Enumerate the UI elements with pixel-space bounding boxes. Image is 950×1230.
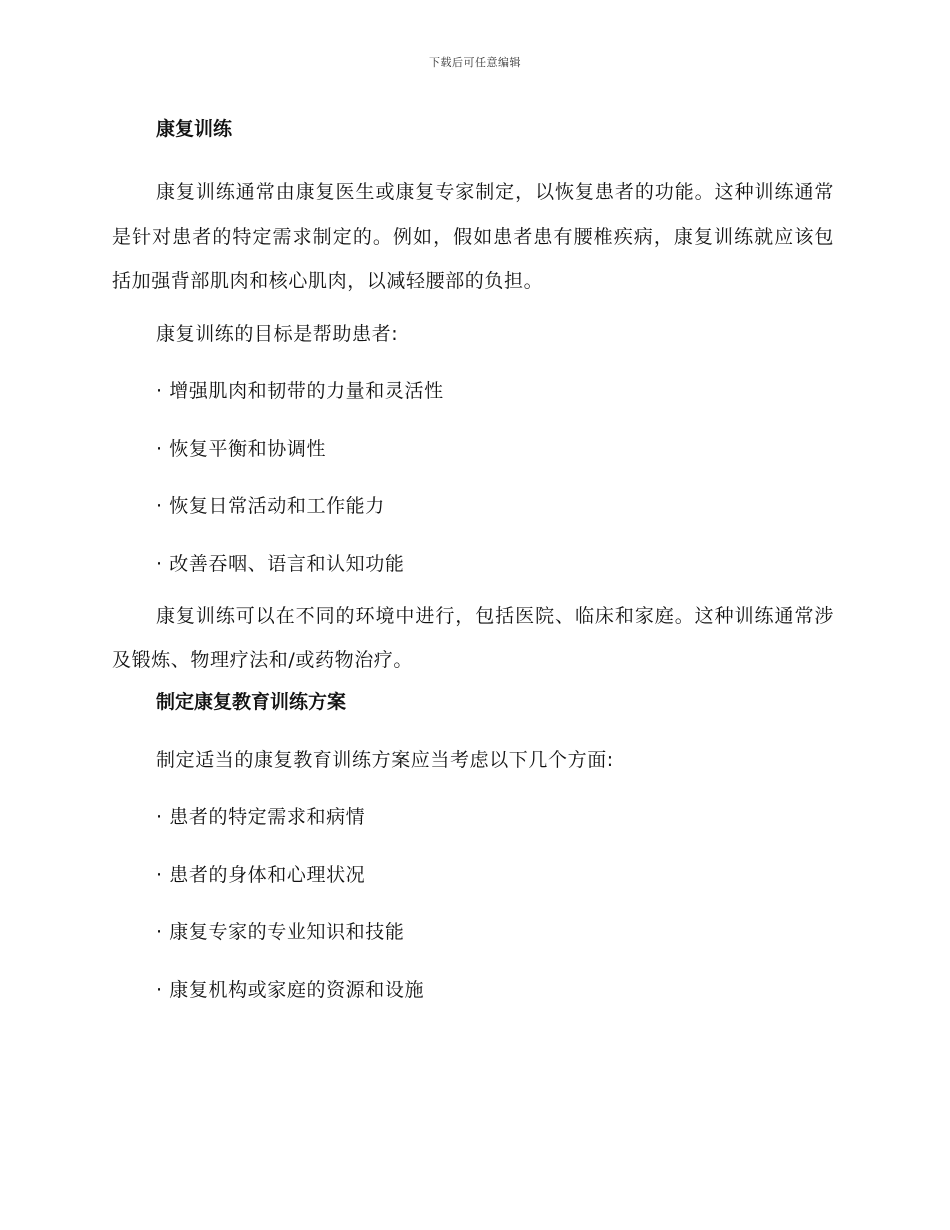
goal-item: · 改善吞咽、语言和认知功能 <box>156 552 405 575</box>
section-heading-plan: 制定康复教育训练方案 <box>156 690 347 713</box>
plan-item: · 康复机构或家庭的资源和设施 <box>156 978 425 1001</box>
paragraph-rehab-intro: 康复训练通常由康复医生或康复专家制定，以恢复患者的功能。这种训练通常是针对患者的特定需求制定的。例如，假如患者患有腰椎疾病，康复训练就应该包括加强背部肌肉和核心肌肉，以减轻腰部的负担。 <box>112 181 834 292</box>
goal-item: · 恢复日常活动和工作能力 <box>156 495 385 517</box>
plan-item: · 患者的特定需求和病情 <box>156 806 366 828</box>
goal-item: · 恢复平衡和协调性 <box>156 437 327 460</box>
paragraph-rehab-environment: 康复训练可以在不同的环境中进行，包括医院、临床和家庭。这种训练通常涉及锻炼、物理疗法和/或药物治疗。 <box>112 604 834 671</box>
goal-item: · 增强肌肉和韧带的力量和灵活性 <box>156 380 444 402</box>
plan-item: · 康复专家的专业知识和技能 <box>156 921 405 943</box>
plan-intro: 制定适当的康复教育训练方案应当考虑以下几个方面: <box>156 748 614 771</box>
plan-item: · 患者的身体和心理状况 <box>156 863 366 886</box>
header-note: 下载后可任意编辑 <box>429 56 521 69</box>
document-body <box>112 112 834 1030</box>
goals-intro: 康复训练的目标是帮助患者: <box>156 322 399 345</box>
section-heading-rehab-training: 康复训练 <box>156 118 233 140</box>
